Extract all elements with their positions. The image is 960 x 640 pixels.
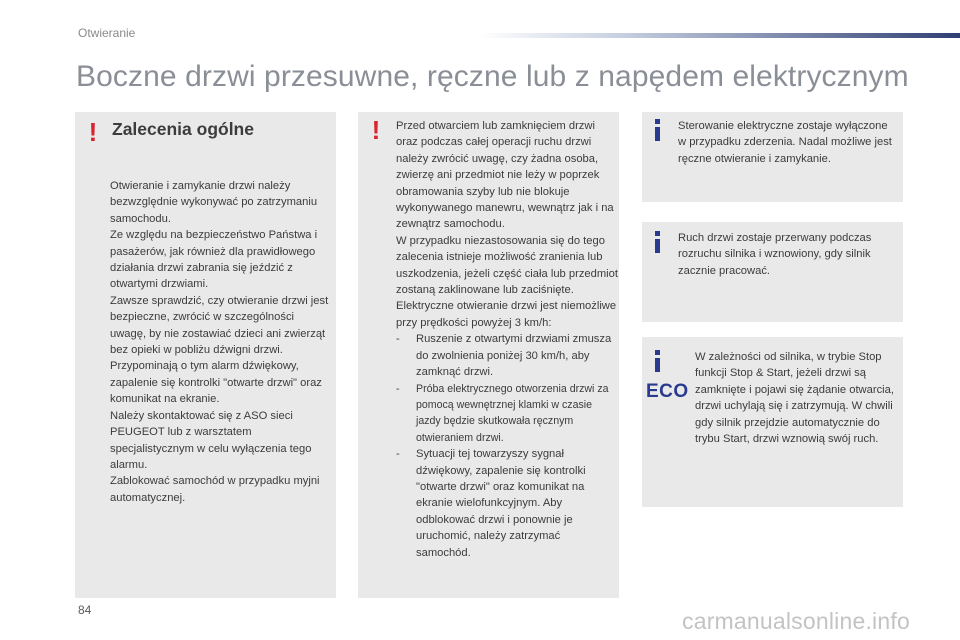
info-text-collision: Sterowanie elektryczne zostaje wyłączone w przypadku zderzenia. Nadal możliwe jest ręczne otwieranie i zamykanie. xyxy=(678,120,892,165)
page-title: Boczne drzwi przesuwne, ręczne lub z napędem elektrycznym xyxy=(76,60,909,93)
info-text-engine-start: Ruch drzwi zostaje przerwany podczas rozruchu silnika i wznowiony, gdy silnik zacznie pracować. xyxy=(678,232,872,277)
paragraph: Otwieranie i zamykanie drzwi należy bezwzględnie wykonywać po zatrzymaniu samochodu. Ze względu na bezpieczeństwo Państwa i pasażerów, jak również dla prawidłowego działania drzwi zabrania się jeździć z otwartymi drzwiami. Zawsze sprawdzić, czy otwieranie drzwi jest bezpieczne, zwrócić w szczególności uwagę, by nie zostawiać dzieci ani zwierząt bez opieki w pobliżu dźwigni drzwi. Przypominają o tym alarm dźwiękowy, zapalenie się kontrolki "otwarte drzwi" oraz komunikat na ekranie. Należy skontaktować się z ASO sieci PEUGEOT lub z warsztatem specjalistycznym w celu wyłączenia tego alarmu. Zablokować samochód w przypadku myjni automatycznej. xyxy=(110,180,329,504)
obstruction-warning-text xyxy=(396,118,618,561)
header-gradient-bar xyxy=(478,33,960,38)
info-icon xyxy=(652,119,664,141)
exclamation-warning-icon: ! xyxy=(88,117,98,147)
exclamation-warning-icon: ! xyxy=(371,115,381,145)
bullet-list xyxy=(396,331,618,561)
watermark: carmanualsonline.info xyxy=(682,608,910,634)
list-item: - Ruszenie z otwartymi drzwiami zmusza do zwolnienia poniżej 30 km/h, aby zamknąć drzwi. xyxy=(396,331,618,380)
list-item: - Próba elektrycznego otworzenia drzwi za pomocą wewnętrznej klamki w czasie jazdy będzie skutkowała ręcznym otwieraniem drzwi. xyxy=(396,381,618,447)
info-text-stop-start: W zależności od silnika, w trybie Stop funkcji Stop & Start, jeżeli drzwi są zamknięte i pojawi się żądanie otwarcia, drzwi uchylają się i zatrzymują. W chwili gdy silnik przejdzie automatycznie do trybu Start, drzwi wznowią swój ruch. xyxy=(695,351,894,446)
list-item: - Sytuacji tej towarzyszy sygnał dźwiękowy, zapalenie się kontrolki "otwarte drzwi" oraz komunikat na ekranie wielofunkcyjnym. Aby odblokować drzwi i ponownie je uruchomić, należy zatrzymać samochód. xyxy=(396,446,618,561)
paragraph: Przed otwarciem lub zamknięciem drzwi oraz podczas całej operacji ruchu drzwi należy zwrócić uwagę, czy żadna osoba, zwierzę ani przedmiot nie leży w poprzek obramowania szyby lub nie blokuje wykonywanego manewru, wewnątrz jak i na zewnątrz samochodu. W przypadku niezastosowania się do tego zalecenia istnieje możliwość zranienia lub uszkodzenia, jeżeli część ciała lub przedmiot zostaną zaklinowane lub zaciśnięte. Elektryczne otwieranie drzwi jest niemożliwe przy prędkości powyżej 3 km/h: xyxy=(396,120,618,329)
info-icon xyxy=(652,350,664,372)
page-number: 84 xyxy=(78,603,92,617)
section-label: Otwieranie xyxy=(78,26,136,40)
eco-icon: ECO xyxy=(646,381,689,402)
info-icon xyxy=(652,231,664,253)
panel-heading: Zalecenia ogólne xyxy=(112,119,254,139)
general-recommendations-text xyxy=(110,178,332,506)
